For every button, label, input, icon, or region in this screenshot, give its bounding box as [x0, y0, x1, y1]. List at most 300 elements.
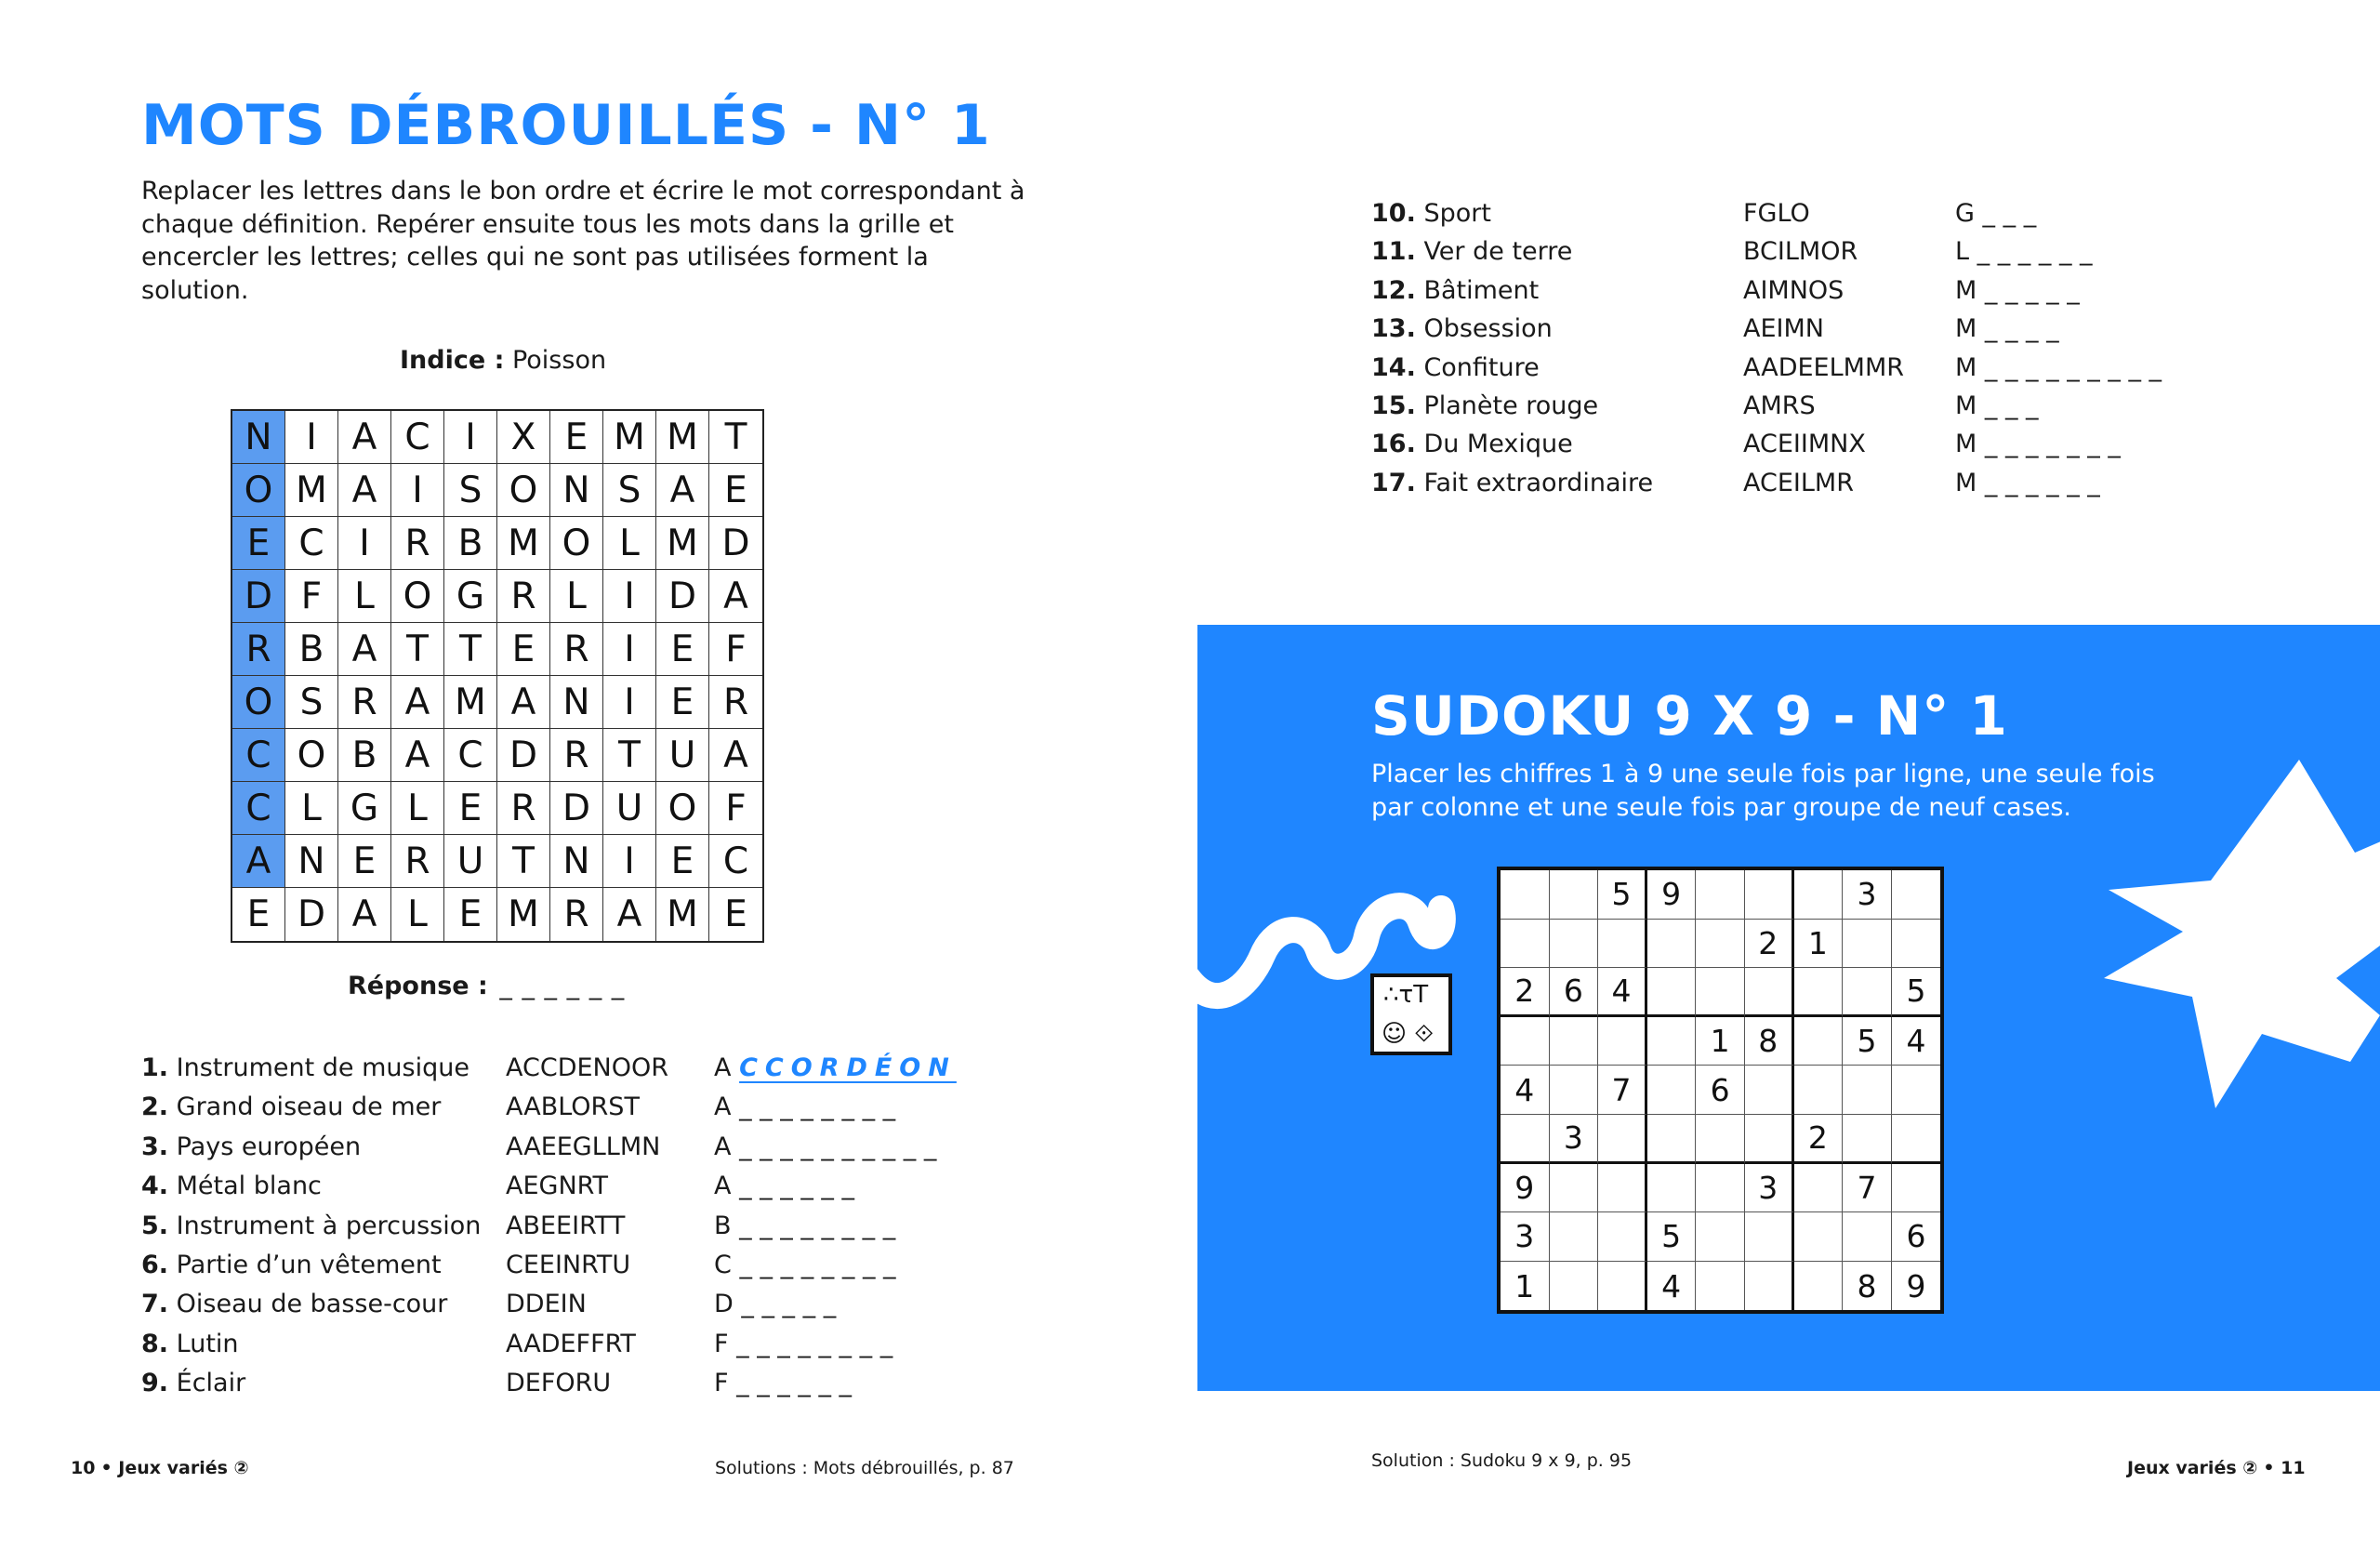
clue-number: 11.: [1371, 237, 1416, 267]
grid-cell[interactable]: C: [709, 835, 762, 888]
sudoku-cell[interactable]: [1892, 920, 1941, 969]
clue-first-letter: D: [714, 1290, 734, 1319]
clue-blank: _ _ _ _ _ _ _ _ _: [1984, 352, 2162, 382]
grid-cell[interactable]: U: [603, 782, 656, 835]
grid-cell[interactable]: T: [497, 835, 550, 888]
clue-number: 17.: [1371, 468, 1416, 497]
clue-blank: _ _ _ _ _ _ _ _: [739, 1211, 896, 1240]
sudoku-cell[interactable]: [1745, 968, 1794, 1017]
clue-letters: DDEIN: [506, 1290, 587, 1319]
grid-cell[interactable]: O: [391, 570, 444, 623]
answer-label: Réponse :: [348, 972, 488, 1000]
grid-cell[interactable]: I: [603, 570, 656, 623]
clue-definition: Confiture: [1423, 352, 1540, 382]
grid-cell[interactable]: O: [550, 517, 603, 570]
clue-definition: Instrument à percussion: [176, 1211, 482, 1240]
clue-definition: Obsession: [1423, 314, 1553, 344]
sudoku-cell[interactable]: 7: [1843, 1164, 1892, 1213]
grid-cell[interactable]: E: [709, 464, 762, 517]
grid-cell[interactable]: F: [709, 623, 762, 676]
clue-answer[interactable]: [1955, 349, 2162, 388]
sudoku-cell[interactable]: 6: [1892, 1212, 1941, 1262]
clue-first-letter: F: [714, 1369, 729, 1398]
clue-definition: Partie d’un vêtement: [176, 1250, 442, 1279]
sudoku-cell[interactable]: [1647, 920, 1697, 969]
grid-cell[interactable]: I: [285, 411, 338, 464]
sudoku-cell[interactable]: [1696, 1115, 1745, 1164]
sudoku-cell[interactable]: [1745, 1262, 1794, 1311]
grid-cell[interactable]: I: [444, 411, 497, 464]
clue-row: [1371, 349, 2162, 387]
grid-cell[interactable]: I: [603, 623, 656, 676]
grid-cell[interactable]: D: [656, 570, 709, 623]
clue-answer[interactable]: [714, 1364, 852, 1403]
clue-definition: Ver de terre: [1423, 237, 1573, 267]
sudoku-cell[interactable]: [1696, 1212, 1745, 1262]
clue-row: [141, 1325, 893, 1364]
grid-cell[interactable]: E: [232, 517, 285, 570]
grid-cell[interactable]: C: [232, 729, 285, 782]
grid-cell[interactable]: N: [550, 835, 603, 888]
grid-cell[interactable]: M: [656, 411, 709, 464]
sudoku-cell[interactable]: 1: [1501, 1262, 1550, 1311]
clue-list-left: [141, 1049, 957, 1404]
clue-answer[interactable]: [714, 1246, 896, 1285]
grid-cell[interactable]: I: [603, 676, 656, 729]
grid-cell[interactable]: B: [444, 517, 497, 570]
clue-number: 9.: [141, 1369, 169, 1398]
grid-cell[interactable]: E: [656, 676, 709, 729]
clue-row: [141, 1167, 854, 1206]
grid-cell[interactable]: R: [497, 782, 550, 835]
grid-cell[interactable]: R: [232, 623, 285, 676]
sudoku-cell[interactable]: [1647, 968, 1697, 1017]
clue-blank: _ _ _ _ _ _ _ _ _ _: [739, 1132, 937, 1161]
grid-cell[interactable]: R: [550, 623, 603, 676]
sudoku-cell[interactable]: [1501, 1115, 1550, 1164]
clue-first-letter: F: [714, 1329, 729, 1358]
sudoku-cell[interactable]: [1843, 968, 1892, 1017]
clue-blank: _ _ _ _ _ _ _ _: [736, 1329, 893, 1358]
sudoku-cell[interactable]: [1501, 870, 1550, 920]
grid-cell[interactable]: C: [391, 411, 444, 464]
clue-number: 7.: [141, 1290, 169, 1319]
clue-number: 12.: [1371, 275, 1416, 305]
answer-blank[interactable]: _ _ _ _ _ _: [499, 972, 626, 1000]
grid-cell[interactable]: E: [232, 888, 285, 941]
grid-cell[interactable]: M: [497, 888, 550, 941]
clue-first-letter: A: [714, 1132, 732, 1161]
grid-cell[interactable]: A: [709, 570, 762, 623]
grid-cell[interactable]: L: [550, 570, 603, 623]
clue-first-letter: L: [1955, 237, 1970, 267]
clue-row: [1371, 464, 2100, 502]
grid-cell[interactable]: M: [444, 676, 497, 729]
clue-row: [141, 1246, 896, 1285]
grid-cell[interactable]: N: [550, 676, 603, 729]
grid-cell[interactable]: I: [603, 835, 656, 888]
grid-cell[interactable]: F: [285, 570, 338, 623]
clue-row: [141, 1128, 937, 1167]
grid-cell[interactable]: L: [391, 782, 444, 835]
clue-answer[interactable]: [1955, 271, 2080, 311]
sudoku-cell[interactable]: 3: [1501, 1212, 1550, 1262]
grid-cell[interactable]: M: [656, 888, 709, 941]
sudoku-cell[interactable]: [1696, 870, 1745, 920]
sudoku-cell[interactable]: 1: [1696, 1017, 1745, 1066]
grid-cell[interactable]: M: [497, 517, 550, 570]
sudoku-cell[interactable]: 4: [1598, 968, 1647, 1017]
clue-row: [141, 1364, 853, 1403]
grid-cell[interactable]: I: [391, 464, 444, 517]
sudoku-cell[interactable]: 4: [1892, 1017, 1941, 1066]
sudoku-cell[interactable]: [1794, 1212, 1844, 1262]
grid-cell[interactable]: O: [656, 782, 709, 835]
sudoku-cell[interactable]: [1696, 920, 1745, 969]
grid-cell[interactable]: O: [232, 464, 285, 517]
sudoku-cell[interactable]: [1794, 968, 1844, 1017]
clue-answer[interactable]: [1955, 232, 2093, 271]
clue-letters: AMRS: [1743, 391, 1816, 420]
clue-solved-answer: CCORDÉON: [739, 1053, 957, 1082]
footer-page-number-right: 11: [2281, 1458, 2306, 1478]
grid-cell[interactable]: U: [444, 835, 497, 888]
clue-letters: BCILMOR: [1743, 237, 1858, 267]
sudoku-cell[interactable]: [1843, 920, 1892, 969]
grid-cell[interactable]: M: [656, 517, 709, 570]
clue-letters: FGLO: [1743, 199, 1810, 228]
clue-blank: _ _ _ _ _ _ _ _: [739, 1092, 896, 1122]
clue-first-letter: G: [1955, 199, 1975, 228]
sudoku-cell[interactable]: 3: [1843, 870, 1892, 920]
grid-cell[interactable]: R: [497, 570, 550, 623]
sudoku-cell[interactable]: 8: [1745, 1017, 1794, 1066]
clue-answer[interactable]: [714, 1285, 836, 1324]
grid-cell[interactable]: T: [603, 729, 656, 782]
clue-blank: _ _ _: [1984, 391, 2039, 420]
grid-cell[interactable]: T: [444, 623, 497, 676]
grid-cell[interactable]: E: [656, 835, 709, 888]
clue-definition: Fait extraordinaire: [1423, 468, 1654, 497]
clue-first-letter: A: [714, 1172, 732, 1201]
grid-cell[interactable]: A: [338, 464, 391, 517]
grid-cell[interactable]: S: [444, 464, 497, 517]
sudoku-cell[interactable]: 1: [1794, 920, 1844, 969]
clue-letters: ACCDENOOR: [506, 1053, 669, 1082]
clue-row: [1371, 387, 2039, 425]
sudoku-cell[interactable]: 5: [1843, 1017, 1892, 1066]
clue-number: 2.: [141, 1092, 169, 1122]
sudoku-cell[interactable]: [1647, 1017, 1697, 1066]
grid-cell[interactable]: D: [232, 570, 285, 623]
grid-cell[interactable]: O: [497, 464, 550, 517]
sudoku-cell[interactable]: [1745, 1066, 1794, 1115]
sudoku-cell[interactable]: [1794, 1017, 1844, 1066]
clue-blank: _ _ _ _ _: [1984, 275, 2080, 305]
grid-cell[interactable]: A: [497, 676, 550, 729]
clue-first-letter: C: [714, 1250, 732, 1279]
footer-bullet: •: [100, 1458, 119, 1478]
sudoku-cell[interactable]: [1550, 1212, 1599, 1262]
sudoku-cell[interactable]: [1794, 1066, 1844, 1115]
grid-cell[interactable]: E: [550, 411, 603, 464]
sudoku-cell[interactable]: [1647, 1115, 1697, 1164]
footer-page-number: 10: [71, 1458, 96, 1478]
grid-cell[interactable]: O: [285, 729, 338, 782]
grid-cell[interactable]: R: [709, 676, 762, 729]
grid-cell[interactable]: D: [497, 729, 550, 782]
clue-number: 3.: [141, 1132, 169, 1161]
clue-letters: AEIMN: [1743, 314, 1824, 344]
grid-cell[interactable]: D: [550, 782, 603, 835]
grid-cell[interactable]: L: [285, 782, 338, 835]
sudoku-cell[interactable]: [1501, 1017, 1550, 1066]
clue-first-letter: A: [714, 1053, 732, 1082]
clue-row: [141, 1207, 896, 1246]
clue-row: [141, 1049, 957, 1088]
sudoku-cell[interactable]: [1794, 870, 1844, 920]
sudoku-cell[interactable]: 7: [1598, 1066, 1647, 1115]
footer-series-right: Jeux variés ②: [2127, 1458, 2258, 1478]
clue-row: [1371, 425, 2121, 463]
clue-first-letter: M: [1955, 430, 1977, 459]
clue-definition: Instrument de musique: [176, 1053, 469, 1082]
clue-answer[interactable]: [714, 1088, 895, 1127]
sudoku-cell[interactable]: 5: [1892, 968, 1941, 1017]
clue-letters: AABLORST: [506, 1092, 640, 1122]
grid-cell[interactable]: E: [497, 623, 550, 676]
sudoku-cell[interactable]: 4: [1501, 1066, 1550, 1115]
clue-letters: AIMNOS: [1743, 275, 1844, 305]
grid-cell[interactable]: A: [338, 411, 391, 464]
grid-cell[interactable]: T: [391, 623, 444, 676]
clue-list-right: [1371, 194, 2162, 502]
clue-letters: AADEFFRT: [506, 1329, 636, 1358]
clue-definition: Pays européen: [176, 1132, 362, 1161]
grid-cell[interactable]: R: [391, 835, 444, 888]
grid-cell[interactable]: N: [232, 411, 285, 464]
clue-definition: Éclair: [176, 1369, 246, 1398]
sudoku-cell[interactable]: 3: [1550, 1115, 1599, 1164]
badge-top-glyphs: ∴τT: [1383, 981, 1429, 1009]
grid-cell[interactable]: A: [391, 676, 444, 729]
sudoku-cell[interactable]: 5: [1647, 1212, 1697, 1262]
footer-solution-left: Solutions : Mots débrouillés, p. 87: [715, 1458, 1014, 1478]
grid-cell[interactable]: D: [285, 888, 338, 941]
clue-number: 8.: [141, 1329, 169, 1358]
sudoku-cell[interactable]: [1550, 1017, 1599, 1066]
clue-definition: Lutin: [176, 1329, 239, 1358]
clue-blank: _ _ _ _: [1984, 314, 2059, 344]
footer-right: [2127, 1458, 2306, 1478]
grid-cell[interactable]: N: [550, 464, 603, 517]
sudoku-cell[interactable]: [1598, 1262, 1647, 1311]
sudoku-cell[interactable]: [1550, 1164, 1599, 1213]
grid-cell[interactable]: D: [709, 517, 762, 570]
word-search-grid: [231, 409, 764, 943]
clue-blank: _ _ _ _ _ _: [739, 1172, 854, 1201]
sudoku-cell[interactable]: [1843, 1066, 1892, 1115]
sudoku-cell[interactable]: [1598, 1164, 1647, 1213]
clue-first-letter: A: [714, 1092, 732, 1122]
sudoku-cell[interactable]: [1696, 968, 1745, 1017]
clue-answer[interactable]: [1955, 425, 2121, 464]
grid-cell[interactable]: S: [603, 464, 656, 517]
sudoku-grid: [1497, 867, 1944, 1314]
clue-answer[interactable]: [714, 1128, 936, 1167]
sudoku-cell[interactable]: 2: [1794, 1115, 1844, 1164]
grid-cell[interactable]: A: [709, 729, 762, 782]
sudoku-cell[interactable]: 6: [1550, 968, 1599, 1017]
clue-definition: Planète rouge: [1423, 391, 1599, 420]
sudoku-cell[interactable]: [1550, 920, 1599, 969]
grid-cell[interactable]: E: [444, 782, 497, 835]
sudoku-cell[interactable]: [1647, 1164, 1697, 1213]
sudoku-cell[interactable]: [1794, 1164, 1844, 1213]
sudoku-cell[interactable]: [1745, 1115, 1794, 1164]
grid-cell[interactable]: X: [497, 411, 550, 464]
clue-number: 5.: [141, 1211, 169, 1240]
grid-cell[interactable]: A: [391, 729, 444, 782]
clue-number: 14.: [1371, 352, 1416, 382]
footer-solution-right: Solution : Sudoku 9 x 9, p. 95: [1371, 1450, 1633, 1471]
clue-answer[interactable]: [1955, 310, 2059, 349]
grid-cell[interactable]: R: [550, 729, 603, 782]
sudoku-cell[interactable]: 2: [1501, 968, 1550, 1017]
clue-definition: Grand oiseau de mer: [176, 1092, 442, 1122]
grid-cell[interactable]: U: [656, 729, 709, 782]
clue-number: 13.: [1371, 314, 1416, 344]
clue-letters: ABEEIRTT: [506, 1211, 626, 1240]
grid-cell[interactable]: L: [338, 570, 391, 623]
sudoku-cell[interactable]: [1843, 1212, 1892, 1262]
clue-blank: _ _ _ _ _ _ _ _: [739, 1250, 896, 1279]
sudoku-cell[interactable]: [1550, 1262, 1599, 1311]
sudoku-cell[interactable]: 5: [1598, 870, 1647, 920]
clue-row: [141, 1285, 837, 1324]
grid-cell[interactable]: E: [444, 888, 497, 941]
clue-number: 16.: [1371, 430, 1416, 459]
grid-cell[interactable]: L: [391, 888, 444, 941]
grid-cell[interactable]: O: [232, 676, 285, 729]
sudoku-cell[interactable]: [1501, 920, 1550, 969]
clue-letters: AAEEGLLMN: [506, 1132, 661, 1161]
clue-blank: _ _ _ _ _ _: [1977, 237, 2093, 267]
grid-cell[interactable]: E: [724, 894, 747, 935]
sudoku-cell[interactable]: [1794, 1262, 1844, 1311]
clue-letters: CEEINRTU: [506, 1250, 631, 1279]
clue-row: [1371, 232, 2093, 271]
grid-cell[interactable]: G: [444, 570, 497, 623]
clue-blank: _ _ _: [1982, 199, 2037, 228]
clue-answer[interactable]: [1955, 194, 2036, 233]
sudoku-cell[interactable]: 9: [1501, 1164, 1550, 1213]
clue-row: [1371, 310, 2059, 348]
grid-cell[interactable]: E: [656, 623, 709, 676]
grid-cell[interactable]: C: [285, 517, 338, 570]
sudoku-cell[interactable]: [1892, 870, 1941, 920]
sudoku-cell[interactable]: 4: [1647, 1262, 1697, 1311]
sudoku-cell[interactable]: [1550, 870, 1599, 920]
sudoku-cell[interactable]: [1598, 1212, 1647, 1262]
sudoku-cell[interactable]: 6: [1696, 1066, 1745, 1115]
grid-cell[interactable]: A: [656, 464, 709, 517]
footer-bullet-right: •: [2263, 1458, 2281, 1478]
clue-row: [1371, 194, 2037, 232]
sudoku-cell[interactable]: 2: [1745, 920, 1794, 969]
sudoku-cell[interactable]: [1843, 1115, 1892, 1164]
grid-cell[interactable]: S: [285, 676, 338, 729]
clue-definition: Métal blanc: [176, 1172, 322, 1201]
clue-blank: _ _ _ _ _ _: [1984, 468, 2100, 497]
sudoku-cell[interactable]: [1647, 1066, 1697, 1115]
sudoku-cell[interactable]: [1745, 1212, 1794, 1262]
sudoku-cell[interactable]: [1598, 1115, 1647, 1164]
grid-cell[interactable]: G: [338, 782, 391, 835]
grid-cell[interactable]: R: [338, 676, 391, 729]
hint-value: Poisson: [511, 346, 607, 375]
grid-cell[interactable]: A: [232, 835, 285, 888]
grid-cell[interactable]: T: [709, 411, 762, 464]
sudoku-cell[interactable]: [1696, 1164, 1745, 1213]
clue-answer[interactable]: [714, 1325, 892, 1364]
grid-cell[interactable]: A: [603, 888, 656, 941]
footer-left: [71, 1458, 249, 1478]
grid-cell[interactable]: C: [444, 729, 497, 782]
clue-answer[interactable]: [714, 1207, 895, 1246]
grid-cell[interactable]: B: [338, 729, 391, 782]
sudoku-cell[interactable]: [1598, 1017, 1647, 1066]
grid-cell[interactable]: E: [338, 835, 391, 888]
clue-answer[interactable]: [1955, 387, 2039, 426]
sudoku-cell[interactable]: [1696, 1262, 1745, 1311]
grid-cell[interactable]: L: [603, 517, 656, 570]
sudoku-cell[interactable]: [1745, 870, 1794, 920]
sudoku-cell[interactable]: [1598, 920, 1647, 969]
clue-first-letter: M: [1955, 352, 1977, 382]
clue-answer[interactable]: [714, 1049, 957, 1088]
sudoku-cell[interactable]: [1892, 1164, 1941, 1213]
clue-number: 15.: [1371, 391, 1416, 420]
clue-blank: _ _ _ _ _: [741, 1290, 837, 1319]
sudoku-cell[interactable]: 9: [1906, 1267, 1926, 1304]
sudoku-cell[interactable]: [1892, 1066, 1941, 1115]
grid-cell[interactable]: A: [338, 623, 391, 676]
grid-cell[interactable]: I: [338, 517, 391, 570]
grid-cell[interactable]: N: [285, 835, 338, 888]
sudoku-cell[interactable]: 3: [1745, 1164, 1794, 1213]
clue-answer[interactable]: [714, 1167, 854, 1206]
clue-letters: AADEELMMR: [1743, 352, 1904, 382]
page-title-mots-debrouilles: MOTS DÉBROUILLÉS - N° 1: [141, 93, 991, 158]
grid-cell[interactable]: A: [338, 888, 391, 941]
clue-first-letter: M: [1955, 275, 1977, 305]
grid-cell[interactable]: B: [285, 623, 338, 676]
sudoku-cell[interactable]: 8: [1843, 1262, 1892, 1311]
grid-cell[interactable]: M: [603, 411, 656, 464]
grid-cell[interactable]: C: [232, 782, 285, 835]
grid-cell[interactable]: M: [285, 464, 338, 517]
clue-letters: DEFORU: [506, 1369, 612, 1398]
grid-cell[interactable]: R: [391, 517, 444, 570]
clue-answer[interactable]: [1955, 464, 2100, 503]
sudoku-cell[interactable]: [1892, 1115, 1941, 1164]
sudoku-cell[interactable]: 9: [1647, 870, 1697, 920]
clue-number: 1.: [141, 1053, 169, 1082]
grid-cell[interactable]: R: [550, 888, 603, 941]
grid-cell[interactable]: F: [709, 782, 762, 835]
sudoku-cell[interactable]: [1550, 1066, 1599, 1115]
